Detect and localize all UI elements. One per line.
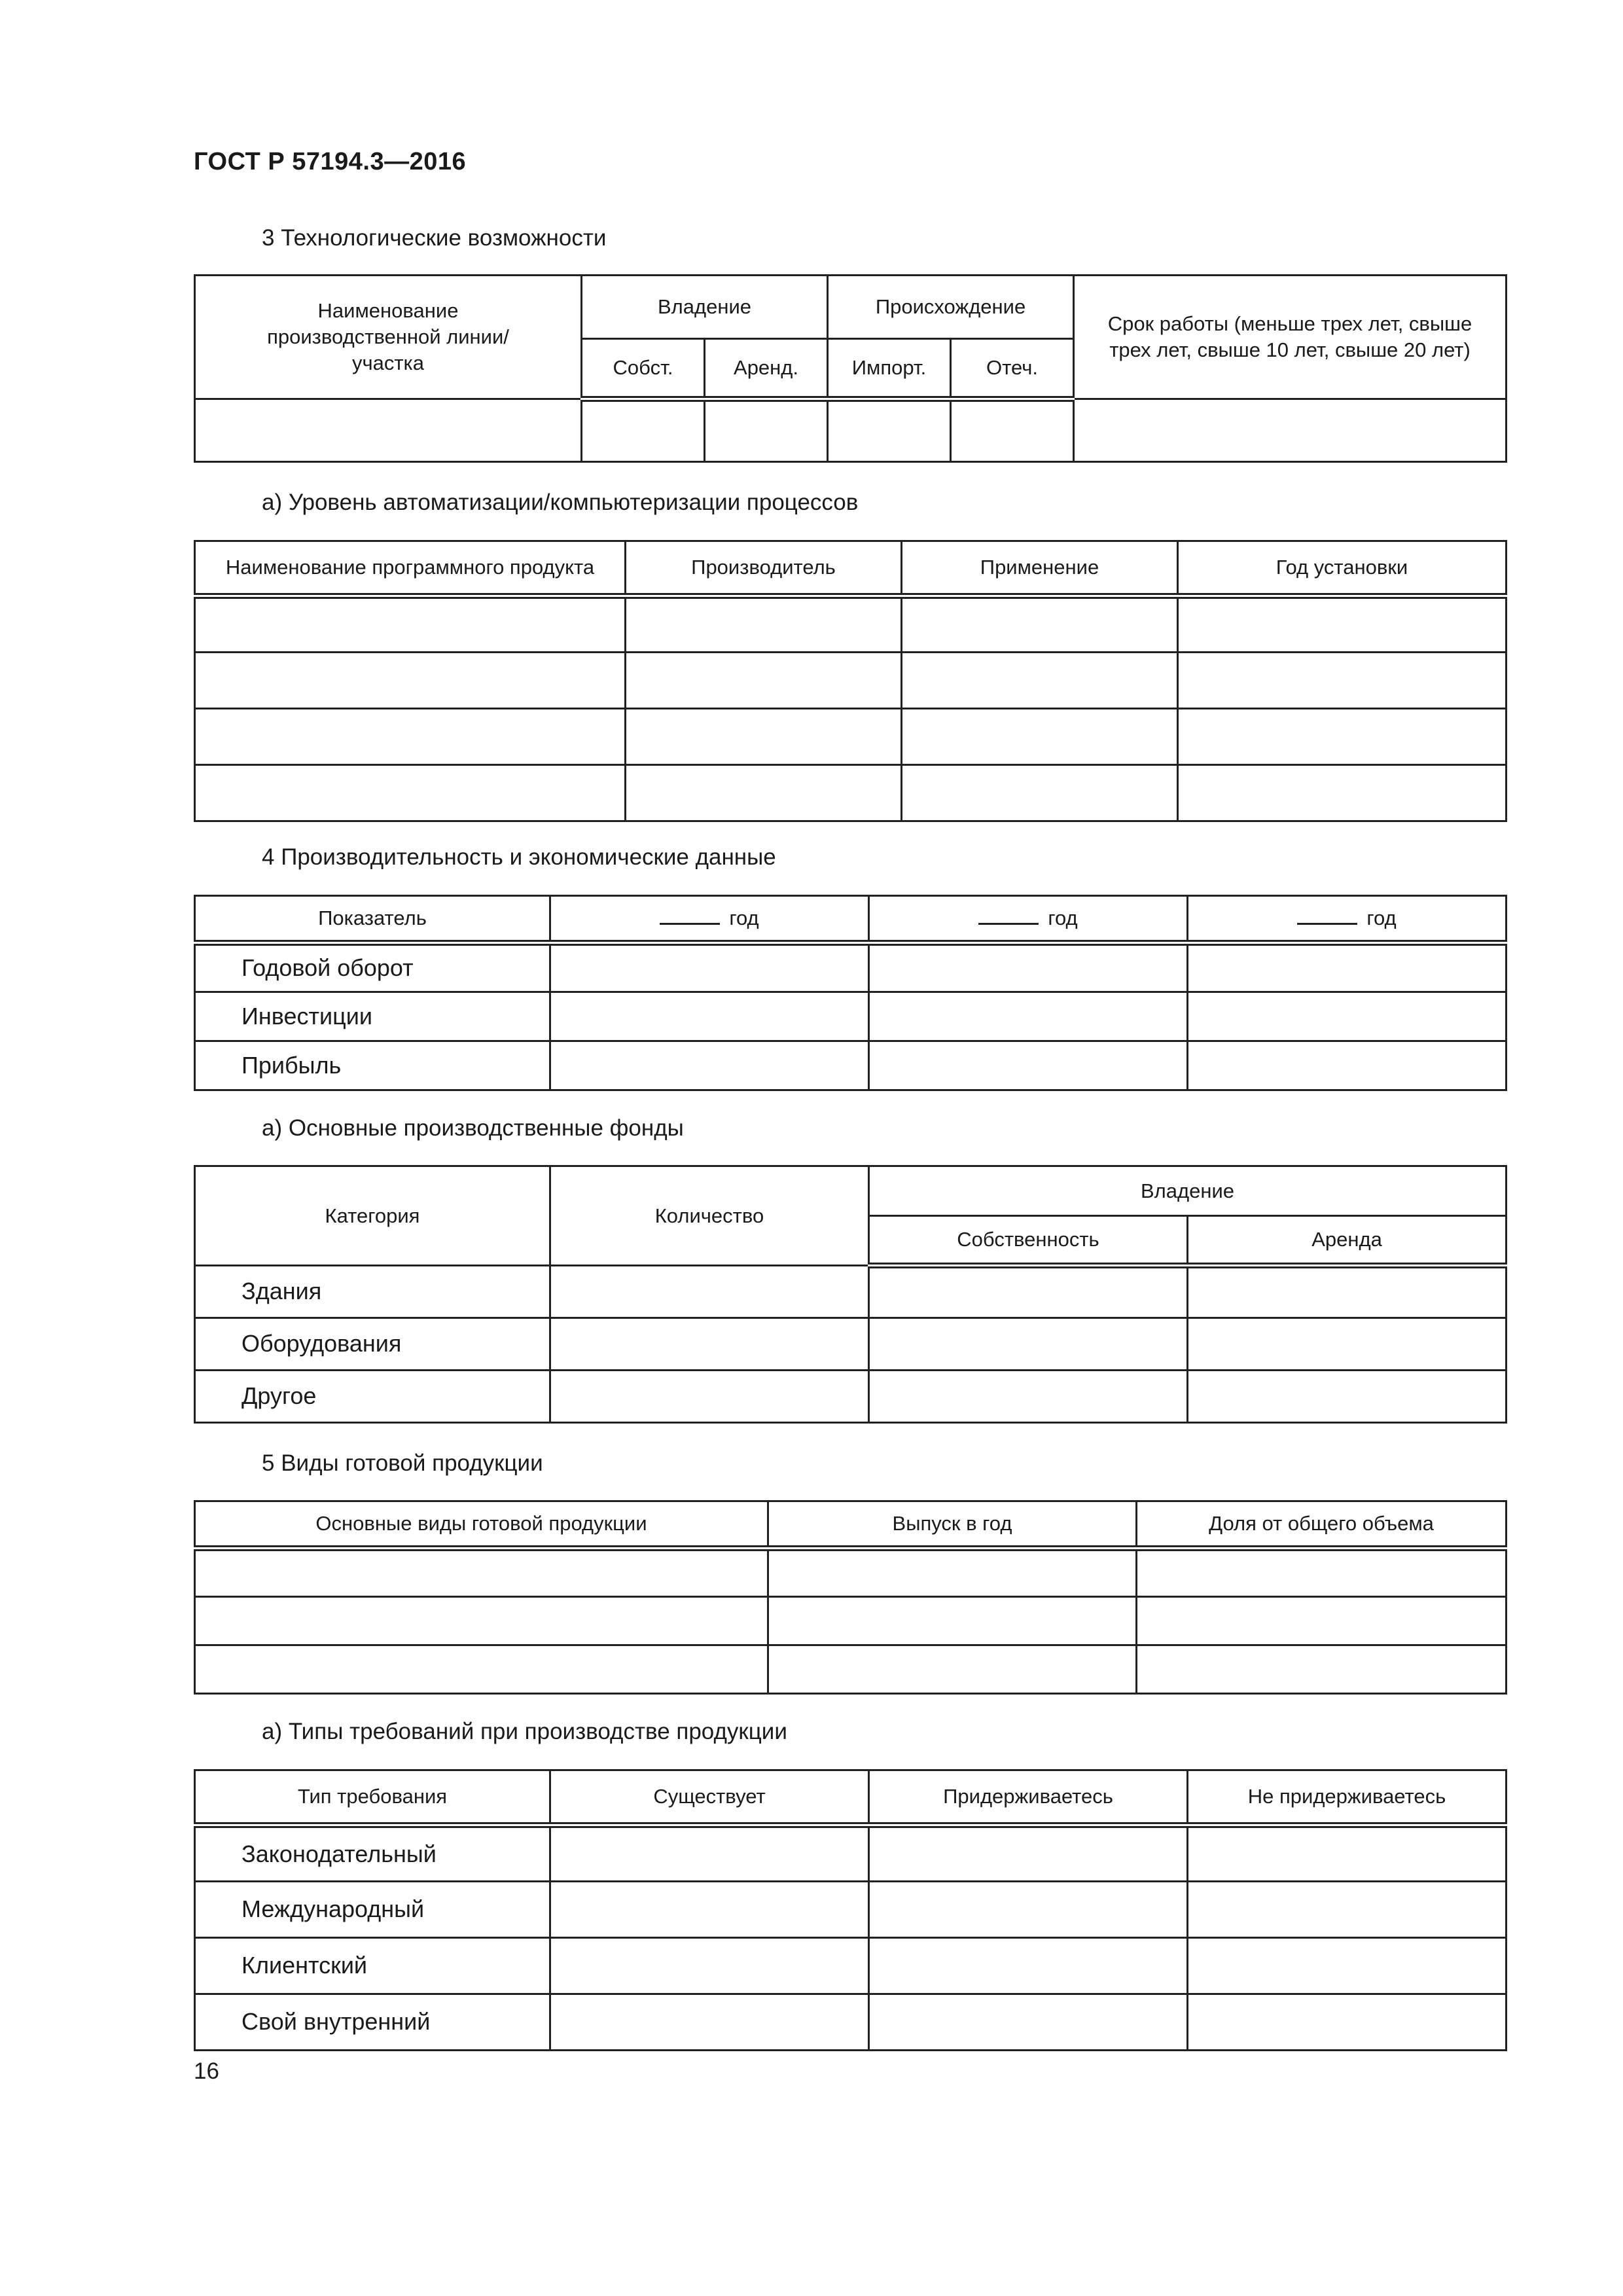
table-cell[interactable] [550, 1994, 869, 2051]
table-cell[interactable] [195, 1597, 768, 1645]
table-cell[interactable] [1188, 1825, 1507, 1882]
section-4-title: 4 Производительность и экономические данные [262, 844, 776, 870]
table-row [195, 1645, 1507, 1694]
col-year-2: год [869, 896, 1188, 943]
page-number: 16 [194, 2058, 219, 2084]
table-cell[interactable] [195, 1549, 768, 1597]
col-line-name: Наименование производственной линии/участка [195, 276, 582, 399]
table-cell[interactable] [195, 653, 626, 709]
col-service-life: Срок работы (меньше трех лет, свыше трех лет, свыше 10 лет, свыше 20 лет) [1074, 276, 1507, 399]
table-cell[interactable] [1178, 596, 1507, 653]
table-cell[interactable] [1188, 1882, 1507, 1938]
table-cell[interactable] [1188, 1994, 1507, 2051]
table-row [195, 709, 1507, 765]
table-cell[interactable] [902, 596, 1178, 653]
table-cell[interactable] [951, 399, 1074, 462]
table-cell[interactable] [902, 709, 1178, 765]
table-cell[interactable] [550, 1938, 869, 1994]
col-ownership: Владение [869, 1166, 1507, 1216]
table-cell[interactable] [902, 653, 1178, 709]
col-adhere: Придерживаетесь [869, 1770, 1188, 1825]
table-cell[interactable] [869, 1882, 1188, 1938]
table-row [195, 1371, 1507, 1423]
table-cell[interactable] [1137, 1645, 1507, 1694]
col-ownership: Владение [582, 276, 828, 339]
table-row [195, 1938, 1507, 1994]
table-cell[interactable] [626, 596, 902, 653]
col-install-year: Год установки [1178, 541, 1507, 596]
section-5-title: 5 Виды готовой продукции [262, 1450, 543, 1476]
col-exists: Существует [550, 1770, 869, 1825]
table-row [195, 596, 1507, 653]
table-cell[interactable] [768, 1549, 1137, 1597]
table-row [195, 1318, 1507, 1371]
row-label: Оборудования [195, 1318, 550, 1371]
table-cell[interactable] [550, 1371, 869, 1423]
row-label: Законодательный [195, 1825, 550, 1882]
table-cell[interactable] [869, 1825, 1188, 1882]
section-3a-title: а) Уровень автоматизации/компьютеризации процессов [262, 490, 859, 515]
table-cell[interactable] [705, 399, 828, 462]
table-cell[interactable] [869, 1371, 1188, 1423]
col-manufacturer: Производитель [626, 541, 902, 596]
table-cell[interactable] [1178, 653, 1507, 709]
col-indicator: Показатель [195, 896, 550, 943]
table-cell[interactable] [902, 765, 1178, 821]
table-row [195, 943, 1507, 992]
col-rent: Аренд. [705, 339, 828, 399]
table-cell[interactable] [828, 399, 951, 462]
table-cell[interactable] [1137, 1597, 1507, 1645]
table-cell[interactable] [869, 943, 1188, 992]
col-category: Категория [195, 1166, 550, 1266]
table-cell[interactable] [768, 1597, 1137, 1645]
table-cell[interactable] [195, 399, 582, 462]
col-share: Доля от общего объема [1137, 1501, 1507, 1549]
table-cell[interactable] [869, 1938, 1188, 1994]
col-property: Собственность [869, 1216, 1188, 1266]
table-row [195, 1266, 1507, 1318]
table-cell[interactable] [1074, 399, 1507, 462]
fixed-assets-table [194, 1165, 1507, 1424]
table-cell[interactable] [550, 992, 869, 1041]
table-cell[interactable] [1178, 765, 1507, 821]
requirements-table [194, 1769, 1507, 2051]
table-cell[interactable] [1188, 1318, 1507, 1371]
year-blank[interactable] [1297, 906, 1357, 925]
table-row [195, 765, 1507, 821]
col-application: Применение [902, 541, 1178, 596]
row-label: Другое [195, 1371, 550, 1423]
table-row [195, 1882, 1507, 1938]
tech-capabilities-table [194, 274, 1507, 463]
table-cell[interactable] [1178, 709, 1507, 765]
table-row [195, 992, 1507, 1041]
table-cell[interactable] [1188, 992, 1507, 1041]
table-cell[interactable] [195, 765, 626, 821]
table-cell[interactable] [550, 1318, 869, 1371]
table-cell[interactable] [869, 1041, 1188, 1090]
col-own: Собст. [582, 339, 705, 399]
table-cell[interactable] [869, 1266, 1188, 1318]
col-not-adhere: Не придерживаетесь [1188, 1770, 1507, 1825]
table-cell[interactable] [1188, 1266, 1507, 1318]
table-cell[interactable] [195, 709, 626, 765]
col-year-3: год [1188, 896, 1507, 943]
row-label: Клиентский [195, 1938, 550, 1994]
col-origin: Происхождение [828, 276, 1074, 339]
table-cell[interactable] [195, 1645, 768, 1694]
document-code: ГОСТ Р 57194.3—2016 [194, 148, 467, 175]
table-cell[interactable] [869, 1318, 1188, 1371]
col-rent: Аренда [1188, 1216, 1507, 1266]
col-domestic: Отеч. [951, 339, 1074, 399]
table-row [195, 1549, 1507, 1597]
table-row [195, 399, 1507, 462]
table-cell[interactable] [1188, 1938, 1507, 1994]
col-product-types: Основные виды готовой продукции [195, 1501, 768, 1549]
table-cell[interactable] [1188, 1371, 1507, 1423]
table-row [195, 653, 1507, 709]
section-4a-title: а) Основные производственные фонды [262, 1115, 684, 1141]
col-annual-output: Выпуск в год [768, 1501, 1137, 1549]
table-row [195, 1597, 1507, 1645]
table-cell[interactable] [1137, 1549, 1507, 1597]
table-cell[interactable] [1188, 1041, 1507, 1090]
col-year-1: год [550, 896, 869, 943]
table-cell[interactable] [869, 1994, 1188, 2051]
section-5a-title: а) Типы требований при производстве продукции [262, 1719, 787, 1744]
table-cell[interactable] [768, 1645, 1137, 1694]
economic-data-table [194, 895, 1507, 1091]
row-label: Прибыль [195, 1041, 550, 1090]
col-import: Импорт. [828, 339, 951, 399]
table-cell[interactable] [195, 596, 626, 653]
table-cell[interactable] [550, 1882, 869, 1938]
table-cell[interactable] [550, 1041, 869, 1090]
year-blank[interactable] [978, 906, 1039, 925]
row-label: Здания [195, 1266, 550, 1318]
table-cell[interactable] [626, 765, 902, 821]
col-requirement-type: Тип требования [195, 1770, 550, 1825]
col-software-name: Наименование программного продукта [195, 541, 626, 596]
row-label: Инвестиции [195, 992, 550, 1041]
col-quantity: Количество [550, 1166, 869, 1266]
table-cell[interactable] [550, 1825, 869, 1882]
row-label: Годовой оборот [195, 943, 550, 992]
table-cell[interactable] [626, 709, 902, 765]
table-cell[interactable] [626, 653, 902, 709]
finished-products-table [194, 1500, 1507, 1695]
table-cell[interactable] [550, 1266, 869, 1318]
section-3-title: 3 Технологические возможности [262, 225, 607, 251]
table-row [195, 1041, 1507, 1090]
row-label: Международный [195, 1882, 550, 1938]
table-cell[interactable] [582, 399, 705, 462]
automation-table [194, 540, 1507, 822]
year-blank[interactable] [660, 906, 720, 925]
table-cell[interactable] [550, 943, 869, 992]
table-row [195, 1825, 1507, 1882]
table-cell[interactable] [869, 992, 1188, 1041]
row-label: Свой внутренний [195, 1994, 550, 2051]
table-row [195, 1994, 1507, 2051]
table-cell[interactable] [1188, 943, 1507, 992]
